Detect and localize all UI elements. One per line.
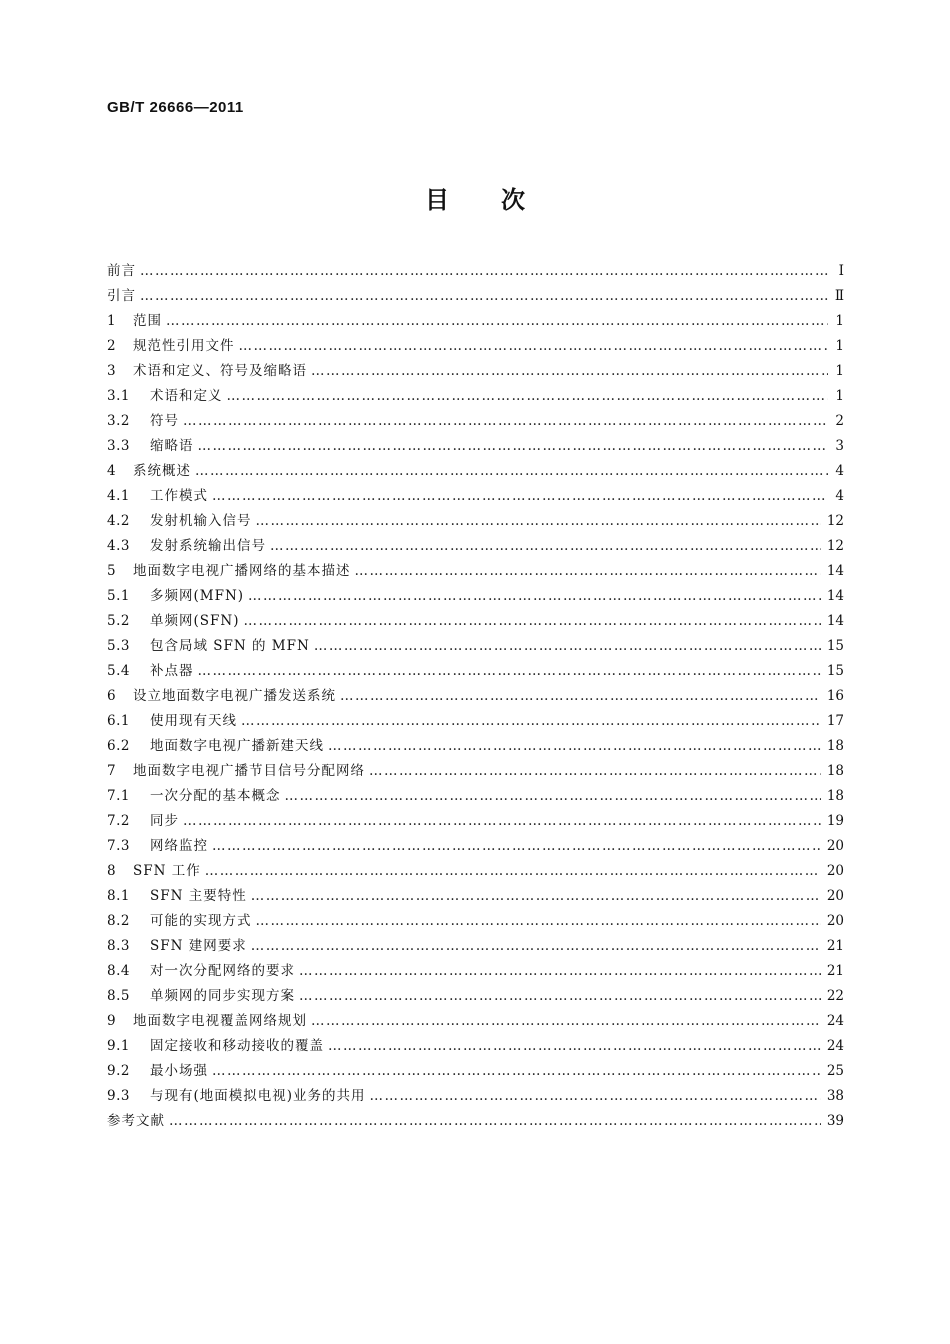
toc-entry-label: 多频网(MFN) <box>150 588 245 604</box>
toc-entry-page: 39 <box>826 1113 844 1129</box>
dot-leader <box>299 984 821 1009</box>
dot-leader <box>270 534 821 559</box>
title-char-1: 目 <box>425 186 449 214</box>
toc-entry-page: 15 <box>826 638 844 654</box>
toc-entry-page: 3 <box>835 438 844 454</box>
dot-leader <box>251 884 821 909</box>
toc-entry-page: 4 <box>835 463 844 479</box>
toc-entry[interactable] <box>107 659 844 684</box>
toc-entry-label: 缩略语 <box>150 438 194 454</box>
dot-leader <box>328 1034 821 1059</box>
dot-leader <box>212 834 821 859</box>
toc-entry[interactable] <box>107 959 844 984</box>
dot-leader <box>285 784 821 809</box>
toc-entry-number: 4.3 <box>107 538 130 554</box>
toc-entry[interactable] <box>107 259 844 284</box>
toc-entry-number: 8.5 <box>107 988 130 1004</box>
dot-leader <box>239 334 829 359</box>
toc-entry-page: 2 <box>835 413 844 429</box>
toc-entry-page: Ⅱ <box>834 288 844 304</box>
dot-leader <box>355 559 821 584</box>
toc-entry[interactable] <box>107 309 844 334</box>
toc-entry[interactable] <box>107 284 844 309</box>
toc-entry-number: 5 <box>107 563 117 579</box>
toc-entry[interactable] <box>107 784 844 809</box>
toc-entry-label: 与现有(地面模拟电视)业务的共用 <box>150 1088 366 1104</box>
toc-entry-page: 4 <box>835 488 844 504</box>
dot-leader <box>183 409 828 434</box>
toc-entry-page: 1 <box>835 388 844 404</box>
toc-entry-number: 4.1 <box>107 488 130 504</box>
dot-leader <box>195 459 828 484</box>
toc-entry-label: 参考文献 <box>107 1113 165 1129</box>
dot-leader <box>299 959 821 984</box>
toc-entry-number: 2 <box>107 338 117 354</box>
dot-leader <box>183 809 821 834</box>
toc-entry-label: SFN 工作 <box>133 863 201 879</box>
toc-entry-page: 38 <box>826 1088 844 1104</box>
toc-entry[interactable] <box>107 459 844 484</box>
toc-entry-label: 最小场强 <box>150 1063 208 1079</box>
toc-entry-number: 6.2 <box>107 738 130 754</box>
toc-entry[interactable] <box>107 1084 844 1109</box>
toc-entry-label: 单频网的同步实现方案 <box>150 988 295 1004</box>
toc-entry[interactable] <box>107 534 844 559</box>
toc-entry[interactable] <box>107 559 844 584</box>
dot-leader <box>241 709 821 734</box>
toc-entry-label: SFN 建网要求 <box>150 938 247 954</box>
toc-entry-label: 发射机输入信号 <box>150 513 252 529</box>
toc-entry[interactable] <box>107 909 844 934</box>
toc-entry-label: 符号 <box>150 413 179 429</box>
toc-entry-label: 一次分配的基本概念 <box>150 788 281 804</box>
toc-entry-number: 3 <box>107 363 117 379</box>
dot-leader <box>314 634 821 659</box>
toc-entry[interactable] <box>107 334 844 359</box>
toc-entry-page: Ⅰ <box>838 263 844 279</box>
dot-leader <box>311 359 828 384</box>
toc-entry-number: 3.2 <box>107 413 130 429</box>
dot-leader <box>166 309 828 334</box>
toc-entry-label: 地面数字电视广播节目信号分配网络 <box>133 763 365 779</box>
toc-entry-page: 1 <box>835 313 844 329</box>
toc-entry[interactable] <box>107 834 844 859</box>
toc-entry-label: 网络监控 <box>150 838 208 854</box>
toc-entry-number: 5.3 <box>107 638 130 654</box>
toc-entry-label: 对一次分配网络的要求 <box>150 963 295 979</box>
toc-entry-page: 16 <box>826 688 844 704</box>
toc-entry-number: 4 <box>107 463 117 479</box>
toc-entry-label: 术语和定义、符号及缩略语 <box>133 363 307 379</box>
toc-entry-number: 7.1 <box>107 788 130 804</box>
toc-entry[interactable] <box>107 609 844 634</box>
toc-entry-label: 地面数字电视覆盖网络规划 <box>133 1013 307 1029</box>
toc-entry-page: 24 <box>826 1038 844 1054</box>
dot-leader <box>251 934 821 959</box>
toc-entry-label: 单频网(SFN) <box>150 613 240 629</box>
toc-entry-page: 22 <box>826 988 844 1004</box>
toc-entry-number: 1 <box>107 313 117 329</box>
page-title <box>0 180 950 215</box>
toc-entry-number: 9.3 <box>107 1088 130 1104</box>
toc-entry-number: 7 <box>107 763 117 779</box>
title-char-2: 次 <box>501 186 525 214</box>
toc-entry-page: 20 <box>826 838 844 854</box>
dot-leader <box>212 1059 821 1084</box>
toc-entry-number: 8.1 <box>107 888 130 904</box>
toc-entry-label: 范围 <box>133 313 162 329</box>
toc-entry-page: 24 <box>826 1013 844 1029</box>
dot-leader <box>328 734 821 759</box>
toc-entry-label: 固定接收和移动接收的覆盖 <box>150 1038 324 1054</box>
toc-entry-number: 5.1 <box>107 588 130 604</box>
toc-entry[interactable] <box>107 809 844 834</box>
dot-leader <box>227 384 829 409</box>
toc-entry-number: 8.2 <box>107 913 130 929</box>
toc-entry-page: 19 <box>826 813 844 829</box>
toc-entry-label: 引言 <box>107 288 136 304</box>
toc-entry[interactable] <box>107 684 844 709</box>
toc-entry-label: 补点器 <box>150 663 194 679</box>
toc-entry-page: 21 <box>826 938 844 954</box>
dot-leader <box>256 509 821 534</box>
toc-entry-page: 15 <box>826 663 844 679</box>
toc-entry[interactable] <box>107 984 844 1009</box>
toc-entry[interactable] <box>107 509 844 534</box>
table-of-contents <box>107 259 844 1134</box>
toc-entry-page: 18 <box>826 763 844 779</box>
dot-leader <box>198 659 821 684</box>
toc-entry-page: 12 <box>826 513 844 529</box>
toc-entry-number: 3.1 <box>107 388 130 404</box>
toc-entry[interactable] <box>107 409 844 434</box>
toc-entry-number: 5.4 <box>107 663 130 679</box>
toc-entry-number: 4.2 <box>107 513 130 529</box>
toc-entry-page: 25 <box>826 1063 844 1079</box>
dot-leader <box>243 609 820 634</box>
toc-entry-number: 8.4 <box>107 963 130 979</box>
dot-leader <box>140 284 828 309</box>
toc-entry-label: 设立地面数字电视广播发送系统 <box>133 688 336 704</box>
toc-entry-number: 9.1 <box>107 1038 130 1054</box>
toc-entry[interactable] <box>107 584 844 609</box>
toc-entry-page: 18 <box>826 738 844 754</box>
toc-entry[interactable] <box>107 434 844 459</box>
toc-entry[interactable] <box>107 1059 844 1084</box>
toc-entry[interactable] <box>107 1034 844 1059</box>
toc-entry-number: 5.2 <box>107 613 130 629</box>
toc-entry-label: 可能的实现方式 <box>150 913 252 929</box>
dot-leader <box>212 484 828 509</box>
toc-entry-page: 20 <box>826 913 844 929</box>
dot-leader <box>340 684 821 709</box>
toc-entry-number: 7.3 <box>107 838 130 854</box>
toc-entry-number: 8.3 <box>107 938 130 954</box>
toc-entry-number: 6 <box>107 688 117 704</box>
dot-leader <box>198 434 829 459</box>
toc-entry-page: 20 <box>826 863 844 879</box>
toc-entry-page: 1 <box>835 363 844 379</box>
toc-entry[interactable] <box>107 1009 844 1034</box>
toc-entry-page: 1 <box>835 338 844 354</box>
dot-leader <box>248 584 821 609</box>
toc-entry-label: SFN 主要特性 <box>150 888 247 904</box>
toc-entry[interactable] <box>107 384 844 409</box>
toc-entry-page: 14 <box>826 588 844 604</box>
toc-entry[interactable] <box>107 484 844 509</box>
toc-entry-number: 8 <box>107 863 117 879</box>
toc-entry[interactable] <box>107 634 844 659</box>
toc-entry-label: 前言 <box>107 263 136 279</box>
toc-entry-number: 9 <box>107 1013 117 1029</box>
toc-entry-page: 14 <box>826 563 844 579</box>
dot-leader <box>256 909 821 934</box>
toc-entry-page: 18 <box>826 788 844 804</box>
dot-leader <box>311 1009 821 1034</box>
toc-entry-number: 7.2 <box>107 813 130 829</box>
toc-entry-label: 术语和定义 <box>150 388 223 404</box>
toc-entry-page: 17 <box>826 713 844 729</box>
toc-entry-label: 系统概述 <box>133 463 191 479</box>
toc-entry-page: 12 <box>826 538 844 554</box>
toc-entry[interactable] <box>107 734 844 759</box>
toc-entry[interactable] <box>107 859 844 884</box>
standard-code: GB/T 26666—2011 <box>107 99 244 116</box>
dot-leader <box>369 759 821 784</box>
dot-leader <box>169 1109 821 1134</box>
toc-entry[interactable] <box>107 884 844 909</box>
dot-leader <box>205 859 821 884</box>
toc-entry-label: 工作模式 <box>150 488 208 504</box>
toc-entry-label: 规范性引用文件 <box>133 338 235 354</box>
toc-entry-number: 6.1 <box>107 713 130 729</box>
toc-entry-label: 包含局域 SFN 的 MFN <box>150 638 310 654</box>
toc-entry[interactable] <box>107 709 844 734</box>
dot-leader <box>370 1084 821 1109</box>
toc-entry[interactable] <box>107 1109 844 1134</box>
toc-entry-label: 地面数字电视广播新建天线 <box>150 738 324 754</box>
toc-entry[interactable] <box>107 759 844 784</box>
toc-entry-page: 20 <box>826 888 844 904</box>
toc-entry-label: 发射系统输出信号 <box>150 538 266 554</box>
toc-entry-label: 使用现有天线 <box>150 713 237 729</box>
toc-entry[interactable] <box>107 359 844 384</box>
toc-entry-label: 地面数字电视广播网络的基本描述 <box>133 563 351 579</box>
toc-entry-page: 21 <box>826 963 844 979</box>
toc-entry-number: 9.2 <box>107 1063 130 1079</box>
toc-entry-number: 3.3 <box>107 438 130 454</box>
toc-entry-page: 14 <box>826 613 844 629</box>
toc-entry[interactable] <box>107 934 844 959</box>
dot-leader <box>140 259 828 284</box>
toc-entry-label: 同步 <box>150 813 179 829</box>
